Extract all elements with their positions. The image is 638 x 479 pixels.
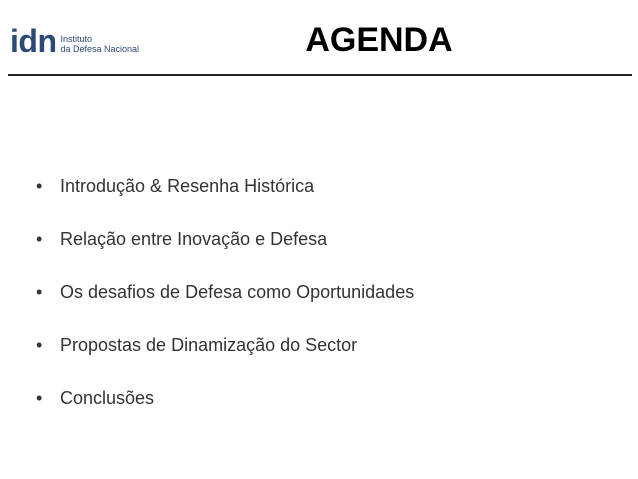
agenda-item-text: Introdução & Resenha Histórica <box>60 176 315 196</box>
agenda-item <box>36 213 414 266</box>
agenda-list <box>36 160 414 425</box>
agenda-item <box>36 160 414 213</box>
bullet-icon: • <box>36 282 43 302</box>
agenda-item <box>36 266 414 319</box>
bullet-icon: • <box>36 388 43 408</box>
bullet-icon: • <box>36 335 43 355</box>
agenda-item-text: Conclusões <box>60 388 155 408</box>
slide-title: AGENDA <box>305 21 453 59</box>
logo-line-1: Instituto <box>60 34 93 44</box>
logo-mark: idn <box>10 23 57 59</box>
agenda-item-text: Relação entre Inovação e Defesa <box>60 229 328 249</box>
logo-line-2: da Defesa Nacional <box>60 44 140 54</box>
agenda-item-text: Os desafios de Defesa como Oportunidades <box>60 282 415 302</box>
bullet-icon: • <box>36 176 43 196</box>
agenda-item-text: Propostas de Dinamização do Sector <box>60 335 358 355</box>
agenda-item <box>36 372 414 425</box>
bullet-icon: • <box>36 229 43 249</box>
title-divider <box>8 74 632 76</box>
agenda-item <box>36 319 414 372</box>
